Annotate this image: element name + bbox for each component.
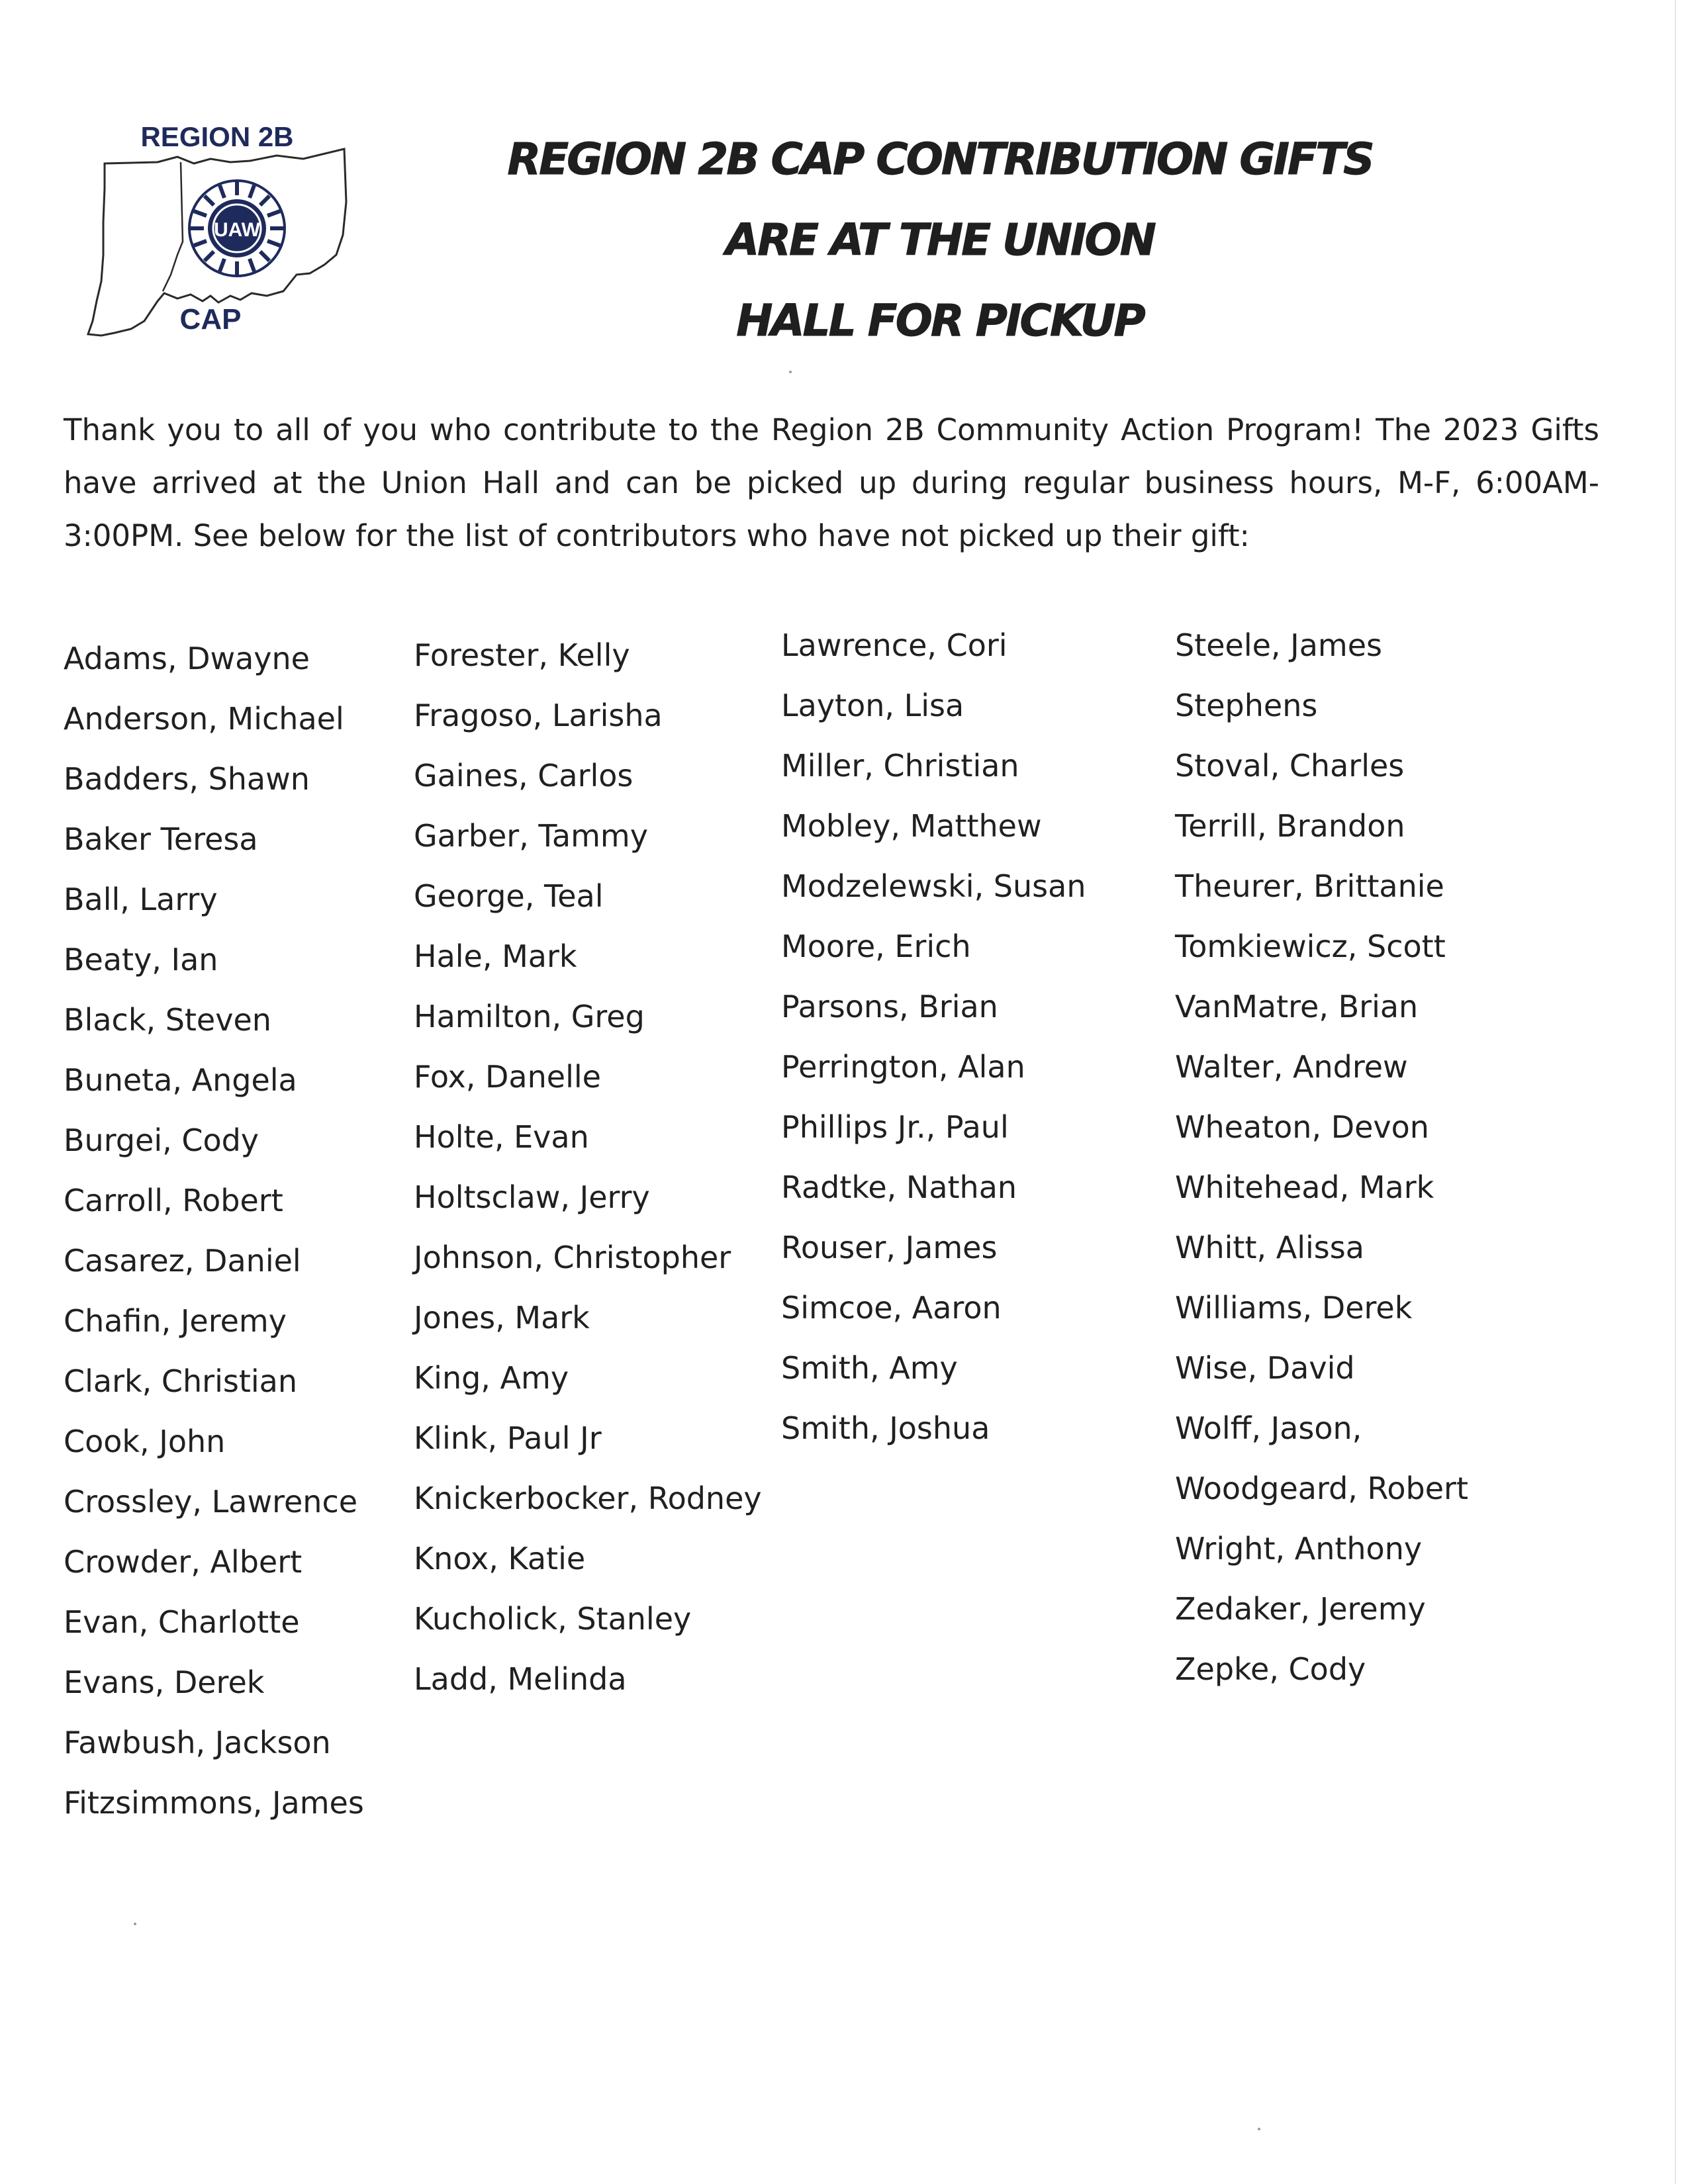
contributor-name: Phillips Jr., Paul xyxy=(781,1109,1009,1145)
contributor-name: Tomkiewicz, Scott xyxy=(1175,929,1446,964)
intro-paragraph xyxy=(64,404,1599,563)
contributor-name: Buneta, Angela xyxy=(64,1062,297,1098)
contributor-name: Black, Steven xyxy=(64,1002,271,1038)
contributor-name: Carroll, Robert xyxy=(64,1183,283,1218)
contributor-name: Miller, Christian xyxy=(781,748,1019,784)
contributor-name: Gaines, Carlos xyxy=(414,758,633,794)
contributor-name: Evans, Derek xyxy=(64,1664,265,1700)
contributor-name: King, Amy xyxy=(414,1360,569,1396)
contributor-name: VanMatre, Brian xyxy=(1175,989,1419,1024)
page-title xyxy=(410,119,1470,361)
contributor-name: Wolff, Jason, xyxy=(1175,1410,1362,1446)
contributor-name: Knox, Katie xyxy=(414,1541,586,1576)
ohio-indiana-map-icon xyxy=(78,122,356,347)
contributor-name: Steele, James xyxy=(1175,627,1382,663)
contributor-name: Moore, Erich xyxy=(781,929,971,964)
contributor-name: Wise, David xyxy=(1175,1350,1355,1386)
contributor-name: Garber, Tammy xyxy=(414,818,648,854)
contributor-name: Perrington, Alan xyxy=(781,1049,1025,1085)
contributor-name: Casarez, Daniel xyxy=(64,1243,301,1279)
contributor-name: Parsons, Brian xyxy=(781,989,998,1024)
contributor-name: Fox, Danelle xyxy=(414,1059,601,1095)
contributor-name: Kucholick, Stanley xyxy=(414,1601,692,1637)
contributor-name: Whitehead, Mark xyxy=(1175,1169,1434,1205)
contributor-name: Ladd, Melinda xyxy=(414,1661,627,1697)
contributor-name: Modzelewski, Susan xyxy=(781,868,1086,904)
contributor-name: Anderson, Michael xyxy=(64,701,344,737)
contributor-name: Stoval, Charles xyxy=(1175,748,1405,784)
contributor-name: Fragoso, Larisha xyxy=(414,698,663,733)
contributor-name: Chafin, Jeremy xyxy=(64,1303,287,1339)
contributor-column-2 xyxy=(414,625,771,1709)
contributor-name: Clark, Christian xyxy=(64,1363,297,1399)
seal-text: UAW xyxy=(214,219,260,241)
contributor-name: Beaty, Ian xyxy=(64,942,218,978)
contributor-name: Hamilton, Greg xyxy=(414,999,645,1034)
scan-speck xyxy=(789,371,792,373)
contributor-name: Mobley, Matthew xyxy=(781,808,1042,844)
contributor-name: Fitzsimmons, James xyxy=(64,1785,364,1821)
contributor-name: Forester, Kelly xyxy=(414,637,630,673)
contributor-name: Crossley, Lawrence xyxy=(64,1484,358,1520)
contributor-name: Klink, Paul Jr xyxy=(414,1420,602,1456)
contributor-name: Simcoe, Aaron xyxy=(781,1290,1002,1326)
title-line-2: ARE AT THE UNION xyxy=(726,214,1154,265)
contributor-name: Evan, Charlotte xyxy=(64,1604,300,1640)
contributor-name: George, Teal xyxy=(414,878,604,914)
contributor-name: Wheaton, Devon xyxy=(1175,1109,1429,1145)
title-line-3: HALL FOR PICKUP xyxy=(736,295,1144,346)
intro-text: Thank you to all of you who contribute to the Region 2B Community Action Program! The 2023 Gifts have arrived at the Union Hall and can be picked up during regular business hours, M-F, 6:00AM-3:00PM. See below for the list of contributors who have not picked up their gift: xyxy=(64,412,1599,553)
region-2b-cap-logo xyxy=(78,122,356,347)
contributor-name: Jones, Mark xyxy=(414,1300,590,1336)
scan-edge xyxy=(1675,0,1676,2184)
contributor-name: Wright, Anthony xyxy=(1175,1531,1423,1567)
contributor-name: Badders, Shawn xyxy=(64,761,310,797)
contributor-name: Radtke, Nathan xyxy=(781,1169,1017,1205)
logo-top-text: REGION 2B xyxy=(140,122,294,152)
contributor-name: Knickerbocker, Rodney xyxy=(414,1480,762,1516)
contributor-name: Smith, Amy xyxy=(781,1350,958,1386)
contributor-name: Johnson, Christopher xyxy=(414,1240,731,1275)
contributor-column-3 xyxy=(781,615,1152,1459)
contributor-name: Smith, Joshua xyxy=(781,1410,990,1446)
contributor-name: Zepke, Cody xyxy=(1175,1651,1366,1687)
contributor-name: Layton, Lisa xyxy=(781,688,964,723)
contributor-name: Burgei, Cody xyxy=(64,1122,259,1158)
contributor-name: Crowder, Albert xyxy=(64,1544,303,1580)
contributor-name: Williams, Derek xyxy=(1175,1290,1413,1326)
contributor-name: Woodgeard, Robert xyxy=(1175,1471,1468,1506)
contributor-name: Fawbush, Jackson xyxy=(64,1725,331,1760)
title-line-1: REGION 2B CAP CONTRIBUTION GIFTS xyxy=(507,134,1373,185)
contributor-name: Adams, Dwayne xyxy=(64,641,310,676)
contributor-name: Zedaker, Jeremy xyxy=(1175,1591,1426,1627)
contributor-column-1 xyxy=(64,629,395,1833)
contributor-name: Theurer, Brittanie xyxy=(1175,868,1444,904)
contributor-name: Stephens xyxy=(1175,688,1318,723)
contributor-name: Rouser, James xyxy=(781,1230,998,1265)
contributor-name: Cook, John xyxy=(64,1424,226,1459)
contributor-name: Hale, Mark xyxy=(414,938,577,974)
contributor-name: Terrill, Brandon xyxy=(1175,808,1405,844)
contributor-name: Ball, Larry xyxy=(64,882,218,917)
contributor-name: Holte, Evan xyxy=(414,1119,589,1155)
contributor-name: Whitt, Alissa xyxy=(1175,1230,1364,1265)
contributor-name: Lawrence, Cori xyxy=(781,627,1008,663)
contributor-name: Walter, Andrew xyxy=(1175,1049,1408,1085)
scan-speck xyxy=(1258,2128,1260,2130)
contributor-name: Baker Teresa xyxy=(64,821,258,857)
logo-bottom-text: CAP xyxy=(179,303,242,336)
scan-speck xyxy=(134,1923,136,1925)
contributor-name: Holtsclaw, Jerry xyxy=(414,1179,650,1215)
contributor-column-4 xyxy=(1175,615,1546,1700)
